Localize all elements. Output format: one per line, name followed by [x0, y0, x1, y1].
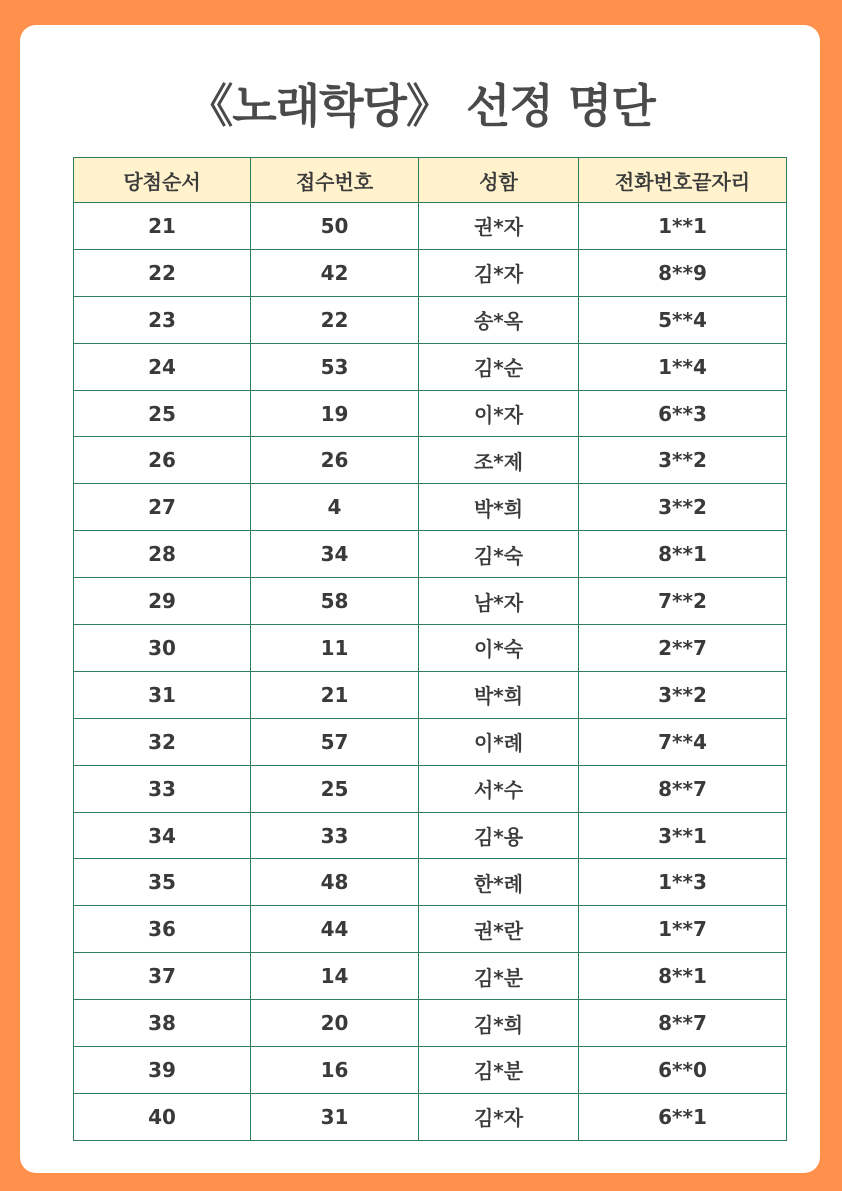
name-cell: 김*희 — [419, 1000, 579, 1047]
receipt-number-cell: 42 — [251, 249, 419, 296]
phone-digits-cell: 7**2 — [579, 578, 787, 625]
order-cell: 30 — [74, 625, 251, 672]
order-cell: 27 — [74, 484, 251, 531]
table-row — [74, 1047, 787, 1094]
phone-digits-cell: 7**4 — [579, 718, 787, 765]
name-cell: 이*자 — [419, 390, 579, 437]
name-cell: 송*옥 — [419, 296, 579, 343]
table-row — [74, 671, 787, 718]
column-header-name: 성함 — [419, 158, 579, 203]
table-row — [74, 953, 787, 1000]
receipt-number-cell: 11 — [251, 625, 419, 672]
phone-digits-cell: 6**0 — [579, 1047, 787, 1094]
order-cell: 38 — [74, 1000, 251, 1047]
phone-digits-cell: 2**7 — [579, 625, 787, 672]
order-cell: 23 — [74, 296, 251, 343]
table-row — [74, 203, 787, 250]
receipt-number-cell: 25 — [251, 765, 419, 812]
name-cell: 김*용 — [419, 812, 579, 859]
phone-digits-cell: 3**2 — [579, 671, 787, 718]
name-cell: 남*자 — [419, 578, 579, 625]
phone-digits-cell: 8**9 — [579, 249, 787, 296]
column-header-order: 당첨순서 — [74, 158, 251, 203]
table-row — [74, 859, 787, 906]
order-cell: 26 — [74, 437, 251, 484]
phone-digits-cell: 3**1 — [579, 812, 787, 859]
table-row — [74, 437, 787, 484]
page-title: 《노래학당》 선정 명단 — [187, 79, 655, 133]
name-cell: 이*숙 — [419, 625, 579, 672]
order-cell: 28 — [74, 531, 251, 578]
order-cell: 37 — [74, 953, 251, 1000]
name-cell: 이*례 — [419, 718, 579, 765]
receipt-number-cell: 21 — [251, 671, 419, 718]
phone-digits-cell: 8**7 — [579, 765, 787, 812]
phone-digits-cell: 6**1 — [579, 1093, 787, 1140]
name-cell: 권*자 — [419, 203, 579, 250]
receipt-number-cell: 19 — [251, 390, 419, 437]
phone-digits-cell: 6**3 — [579, 390, 787, 437]
receipt-number-cell: 31 — [251, 1093, 419, 1140]
table-row — [74, 718, 787, 765]
receipt-number-cell: 50 — [251, 203, 419, 250]
receipt-number-cell: 44 — [251, 906, 419, 953]
name-cell: 박*희 — [419, 671, 579, 718]
name-cell: 김*자 — [419, 249, 579, 296]
name-cell: 김*분 — [419, 953, 579, 1000]
order-cell: 33 — [74, 765, 251, 812]
order-cell: 31 — [74, 671, 251, 718]
table-row — [74, 531, 787, 578]
table-row — [74, 249, 787, 296]
table-row — [74, 906, 787, 953]
selection-table — [73, 157, 787, 1141]
phone-digits-cell: 5**4 — [579, 296, 787, 343]
order-cell: 35 — [74, 859, 251, 906]
name-cell: 박*희 — [419, 484, 579, 531]
order-cell: 32 — [74, 718, 251, 765]
receipt-number-cell: 33 — [251, 812, 419, 859]
receipt-number-cell: 16 — [251, 1047, 419, 1094]
order-cell: 24 — [74, 343, 251, 390]
name-cell: 한*례 — [419, 859, 579, 906]
order-cell: 25 — [74, 390, 251, 437]
receipt-number-cell: 20 — [251, 1000, 419, 1047]
receipt-number-cell: 53 — [251, 343, 419, 390]
name-cell: 김*자 — [419, 1093, 579, 1140]
column-header-phone-last-digits: 전화번호끝자리 — [579, 158, 787, 203]
receipt-number-cell: 26 — [251, 437, 419, 484]
name-cell: 김*분 — [419, 1047, 579, 1094]
order-cell: 39 — [74, 1047, 251, 1094]
table-row — [74, 296, 787, 343]
table-row — [74, 390, 787, 437]
name-cell: 김*숙 — [419, 531, 579, 578]
order-cell: 22 — [74, 249, 251, 296]
phone-digits-cell: 3**2 — [579, 484, 787, 531]
name-cell: 서*수 — [419, 765, 579, 812]
order-cell: 34 — [74, 812, 251, 859]
table-row — [74, 625, 787, 672]
order-cell: 21 — [74, 203, 251, 250]
name-cell: 권*란 — [419, 906, 579, 953]
phone-digits-cell: 8**7 — [579, 1000, 787, 1047]
phone-digits-cell: 8**1 — [579, 531, 787, 578]
receipt-number-cell: 22 — [251, 296, 419, 343]
phone-digits-cell: 1**3 — [579, 859, 787, 906]
table-row — [74, 484, 787, 531]
order-cell: 29 — [74, 578, 251, 625]
column-header-receipt-number: 접수번호 — [251, 158, 419, 203]
table-row — [74, 1093, 787, 1140]
name-cell: 조*제 — [419, 437, 579, 484]
receipt-number-cell: 48 — [251, 859, 419, 906]
order-cell: 40 — [74, 1093, 251, 1140]
table-row — [74, 343, 787, 390]
phone-digits-cell: 8**1 — [579, 953, 787, 1000]
receipt-number-cell: 14 — [251, 953, 419, 1000]
table-header-row — [74, 158, 787, 203]
table-row — [74, 765, 787, 812]
phone-digits-cell: 1**1 — [579, 203, 787, 250]
phone-digits-cell: 1**4 — [579, 343, 787, 390]
table-row — [74, 578, 787, 625]
receipt-number-cell: 34 — [251, 531, 419, 578]
receipt-number-cell: 4 — [251, 484, 419, 531]
receipt-number-cell: 58 — [251, 578, 419, 625]
order-cell: 36 — [74, 906, 251, 953]
receipt-number-cell: 57 — [251, 718, 419, 765]
table-row — [74, 812, 787, 859]
table-body — [74, 203, 787, 1141]
name-cell: 김*순 — [419, 343, 579, 390]
table-row — [74, 1000, 787, 1047]
phone-digits-cell: 3**2 — [579, 437, 787, 484]
phone-digits-cell: 1**7 — [579, 906, 787, 953]
